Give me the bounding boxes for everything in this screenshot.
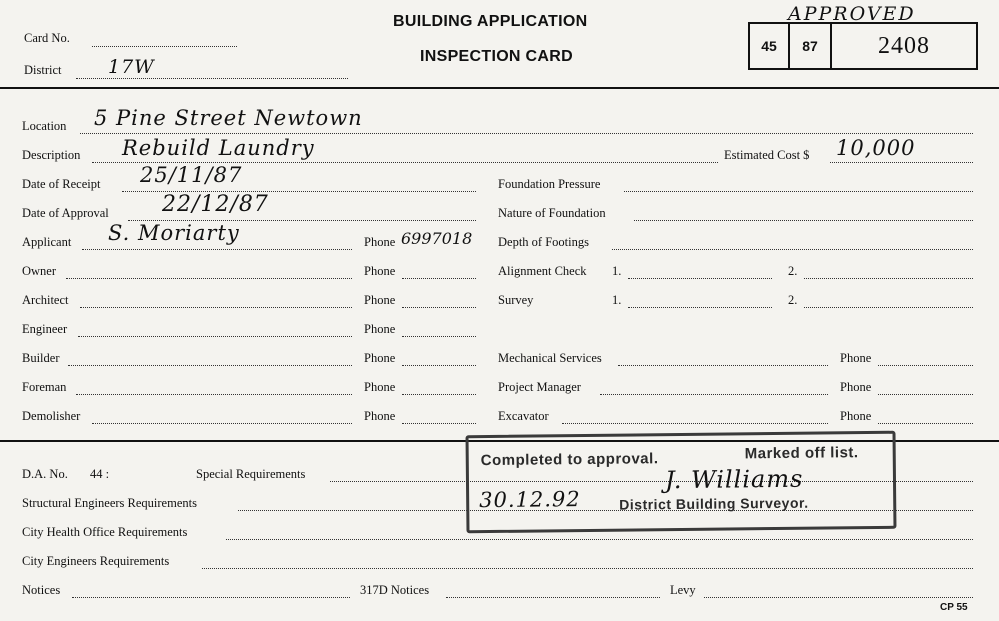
mechanical-phone-label: Phone bbox=[840, 351, 872, 365]
notices-317d-label: 317D Notices bbox=[360, 583, 430, 597]
da-label: D.A. No. bbox=[22, 467, 68, 481]
box-number: 2408 bbox=[878, 32, 930, 59]
builder-phone-line bbox=[402, 365, 476, 366]
excavator-phone-line bbox=[878, 423, 973, 424]
foreman-line bbox=[76, 394, 352, 395]
foreman-label: Foreman bbox=[22, 380, 67, 394]
mechanical-line bbox=[618, 365, 828, 366]
nature-foundation-line bbox=[634, 220, 973, 221]
demolisher-phone-line bbox=[402, 423, 476, 424]
box-a: 45 bbox=[750, 24, 790, 68]
applicant-value: S. Moriarty bbox=[108, 221, 240, 245]
owner-line bbox=[66, 278, 352, 279]
location-value: 5 Pine Street Newtown bbox=[94, 106, 363, 130]
mechanical-phone-line bbox=[878, 365, 973, 366]
demolisher-label: Demolisher bbox=[22, 409, 81, 423]
estimated-cost-line bbox=[830, 162, 973, 163]
date-approval-value: 22/12/87 bbox=[162, 192, 269, 217]
engineer-label: Engineer bbox=[22, 322, 68, 336]
card-number-box bbox=[748, 22, 978, 70]
nature-foundation-label: Nature of Foundation bbox=[498, 206, 606, 220]
city-health-line bbox=[226, 539, 973, 540]
foundation-pressure-line bbox=[624, 191, 973, 192]
alignment-check-label: Alignment Check bbox=[498, 264, 587, 278]
city-engineers-label: City Engineers Requirements bbox=[22, 554, 170, 568]
project-manager-phone-label: Phone bbox=[840, 380, 872, 394]
architect-phone-line bbox=[402, 307, 476, 308]
stamp-title: District Building Surveyor. bbox=[619, 494, 809, 513]
alignment-line-1 bbox=[628, 278, 772, 279]
title-line-1: BUILDING APPLICATION bbox=[393, 13, 588, 30]
builder-line bbox=[68, 365, 352, 366]
architect-line bbox=[80, 307, 352, 308]
city-engineers-line bbox=[202, 568, 973, 569]
levy-label: Levy bbox=[670, 583, 696, 597]
date-receipt-value: 25/11/87 bbox=[140, 163, 243, 187]
district-value: 17W bbox=[108, 56, 155, 78]
approved-mark: APPROVED bbox=[788, 3, 916, 25]
applicant-label: Applicant bbox=[22, 235, 72, 249]
district-label: District bbox=[24, 63, 62, 77]
city-health-label: City Health Office Requirements bbox=[22, 525, 188, 539]
engineer-line bbox=[78, 336, 352, 337]
project-manager-label: Project Manager bbox=[498, 380, 581, 394]
project-manager-line bbox=[600, 394, 828, 395]
description-label: Description bbox=[22, 148, 81, 162]
form-code: CP 55 bbox=[940, 602, 968, 613]
stamp-signature: J. Williams bbox=[664, 464, 804, 495]
survey-line-2 bbox=[804, 307, 973, 308]
applicant-line bbox=[82, 249, 352, 250]
alignment-line-2 bbox=[804, 278, 973, 279]
estimated-cost-value: 10,000 bbox=[836, 136, 916, 160]
project-manager-phone-line bbox=[878, 394, 973, 395]
structural-label: Structural Engineers Requirements bbox=[22, 496, 197, 510]
owner-label: Owner bbox=[22, 264, 57, 278]
depth-footings-line bbox=[612, 249, 973, 250]
description-value: Rebuild Laundry bbox=[122, 136, 315, 160]
date-approval-label: Date of Approval bbox=[22, 206, 109, 220]
approval-stamp bbox=[465, 431, 896, 533]
alignment-num-1: 1. bbox=[612, 264, 622, 278]
excavator-label: Excavator bbox=[498, 409, 549, 423]
applicant-phone-value: 6997018 bbox=[401, 229, 473, 248]
levy-line bbox=[704, 597, 973, 598]
excavator-phone-label: Phone bbox=[840, 409, 872, 423]
stamp-date: 30.12.92 bbox=[479, 487, 581, 513]
card-no-label: Card No. bbox=[24, 31, 70, 45]
foundation-pressure-label: Foundation Pressure bbox=[498, 177, 601, 191]
owner-phone-line bbox=[402, 278, 476, 279]
foreman-phone-label: Phone bbox=[364, 380, 396, 394]
title-line-2: INSPECTION CARD bbox=[420, 48, 573, 65]
demolisher-line bbox=[92, 423, 352, 424]
excavator-line bbox=[562, 423, 828, 424]
survey-num-2: 2. bbox=[788, 293, 798, 307]
survey-num-1: 1. bbox=[612, 293, 622, 307]
stamp-line-1b: Marked off list. bbox=[744, 444, 859, 463]
notices-317d-line bbox=[446, 597, 660, 598]
da-value: 44 : bbox=[90, 467, 110, 481]
stamp-line-1: Completed to approval. bbox=[480, 450, 659, 470]
box-b: 87 bbox=[790, 24, 832, 68]
survey-label: Survey bbox=[498, 293, 534, 307]
architect-phone-label: Phone bbox=[364, 293, 396, 307]
mechanical-label: Mechanical Services bbox=[498, 351, 602, 365]
architect-label: Architect bbox=[22, 293, 69, 307]
special-req-label: Special Requirements bbox=[196, 467, 306, 481]
date-receipt-label: Date of Receipt bbox=[22, 177, 101, 191]
location-label: Location bbox=[22, 119, 67, 133]
location-line bbox=[80, 133, 973, 134]
foreman-phone-line bbox=[402, 394, 476, 395]
builder-phone-label: Phone bbox=[364, 351, 396, 365]
demolisher-phone-label: Phone bbox=[364, 409, 396, 423]
notices-line bbox=[72, 597, 350, 598]
applicant-phone-label: Phone bbox=[364, 235, 396, 249]
owner-phone-label: Phone bbox=[364, 264, 396, 278]
survey-line-1 bbox=[628, 307, 772, 308]
notices-label: Notices bbox=[22, 583, 61, 597]
district-line bbox=[76, 78, 348, 79]
alignment-num-2: 2. bbox=[788, 264, 798, 278]
depth-footings-label: Depth of Footings bbox=[498, 235, 589, 249]
card-no-line bbox=[92, 46, 237, 47]
engineer-phone-line bbox=[402, 336, 476, 337]
estimated-cost-label: Estimated Cost $ bbox=[724, 148, 810, 162]
header-divider bbox=[0, 87, 999, 89]
builder-label: Builder bbox=[22, 351, 60, 365]
engineer-phone-label: Phone bbox=[364, 322, 396, 336]
